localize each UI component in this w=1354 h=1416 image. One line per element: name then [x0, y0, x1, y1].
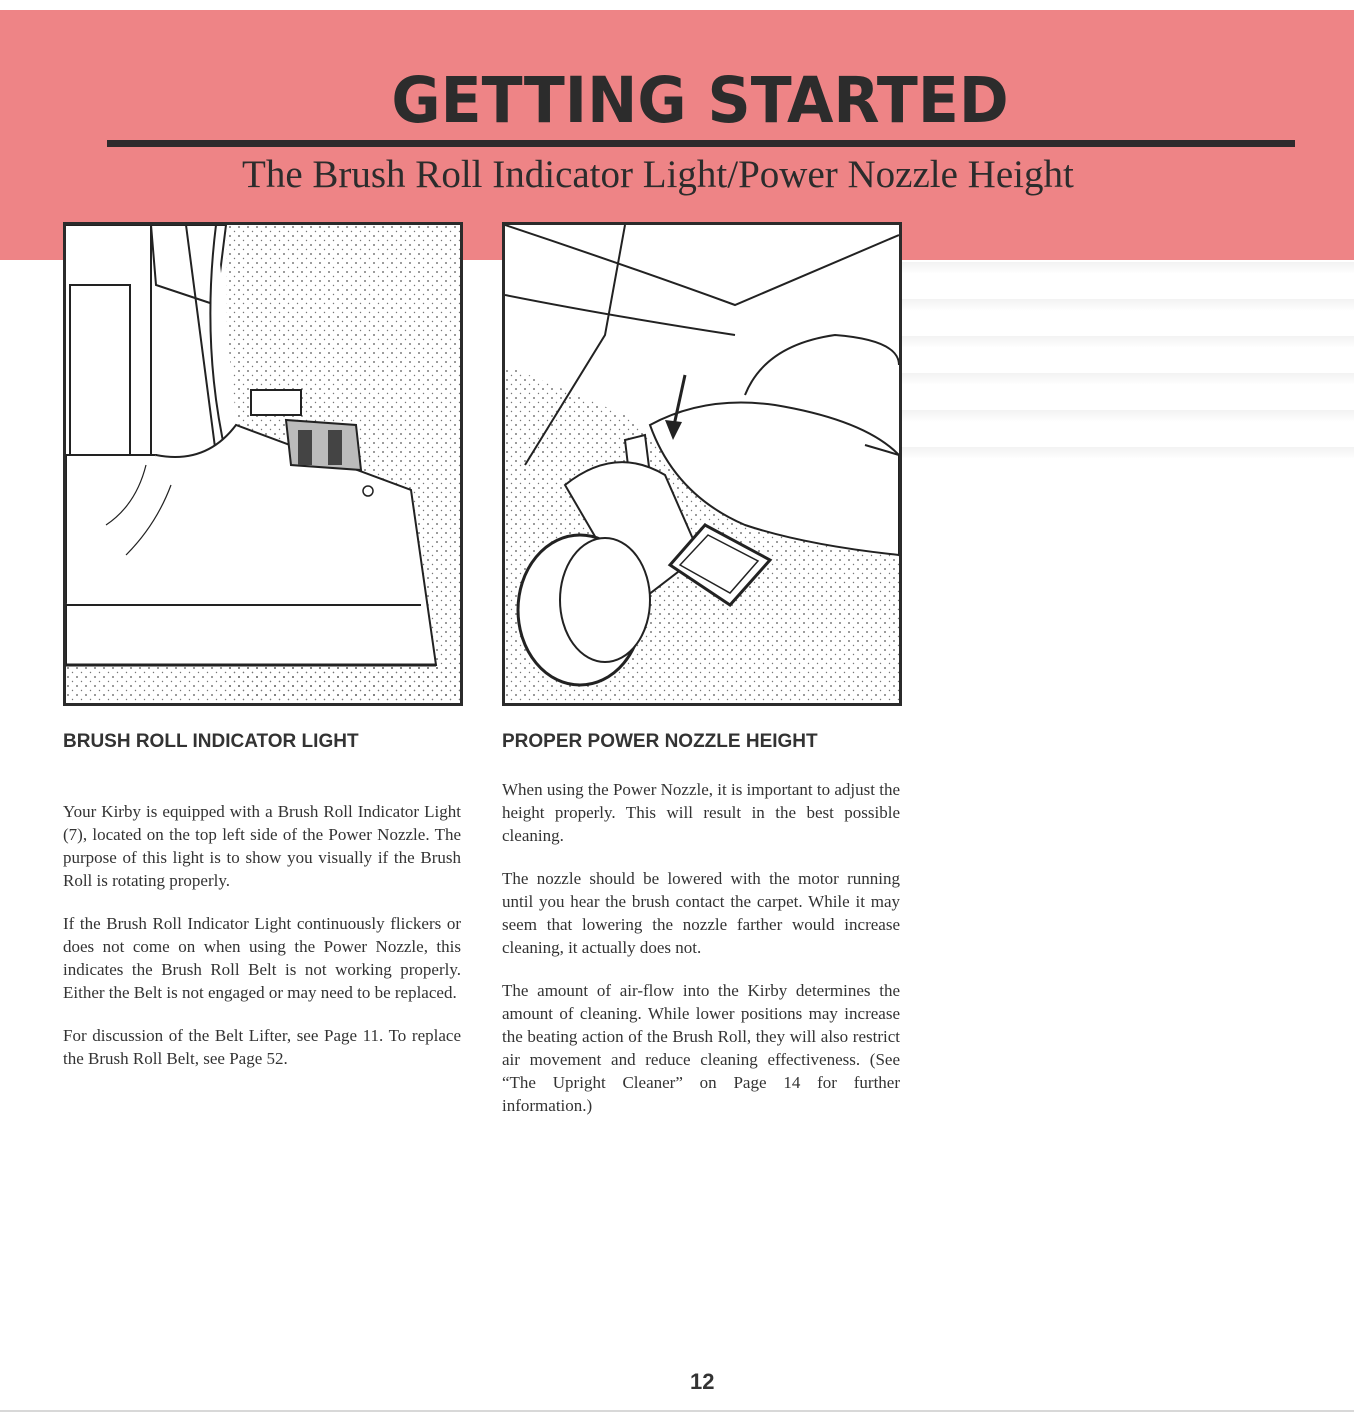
- brush-roll-indicator-figure: [63, 222, 463, 706]
- paragraph: For discussion of the Belt Lifter, see Page 11. To replace the Brush Roll Belt, see Page 52.: [63, 1026, 461, 1068]
- nozzle-height-text: [502, 778, 900, 1137]
- paragraph: Your Kirby is equipped with a Brush Roll Indicator Light (7), located on the top left side of the Power Nozzle. The purpose of this light is to show you visually if the Brush Roll is rotating properly.: [63, 802, 461, 890]
- vacuum-illustration: [66, 225, 460, 703]
- decorative-stripes: [900, 262, 1354, 512]
- brush-roll-heading: BRUSH ROLL INDICATOR LIGHT: [63, 731, 359, 752]
- page-number: 12: [690, 1369, 715, 1394]
- power-nozzle-height-figure: [502, 222, 902, 706]
- nozzle-illustration: [505, 225, 899, 703]
- page-subtitle: The Brush Roll Indicator Light/Power Nozzle Height: [242, 153, 1074, 196]
- page-edge: [0, 1410, 1354, 1412]
- title-rule: [107, 140, 1295, 147]
- paragraph: The amount of air-flow into the Kirby determines the amount of cleaning. While lower positions may increase the beating action of the Brush Roll, they will also restrict air movement and reduce cleaning effectiveness. (See “The Upright Cleaner” on Page 14 for further information.): [502, 981, 900, 1115]
- brush-roll-text: [63, 800, 461, 1090]
- paragraph: The nozzle should be lowered with the motor running until you hear the brush contact the carpet. While it may seem that lowering the nozzle farther would increase cleaning, it actually does not.: [502, 869, 900, 957]
- paragraph: If the Brush Roll Indicator Light continuously flickers or does not come on when using the Power Nozzle, this indicates the Brush Roll Belt is not working properly. Either the Belt is not engaged or may need to be replaced.: [63, 914, 461, 1002]
- paragraph: When using the Power Nozzle, it is important to adjust the height properly. This will result in the best possible cleaning.: [502, 780, 901, 845]
- nozzle-height-heading: PROPER POWER NOZZLE HEIGHT: [502, 731, 818, 752]
- page-title: GETTING STARTED: [391, 64, 1009, 138]
